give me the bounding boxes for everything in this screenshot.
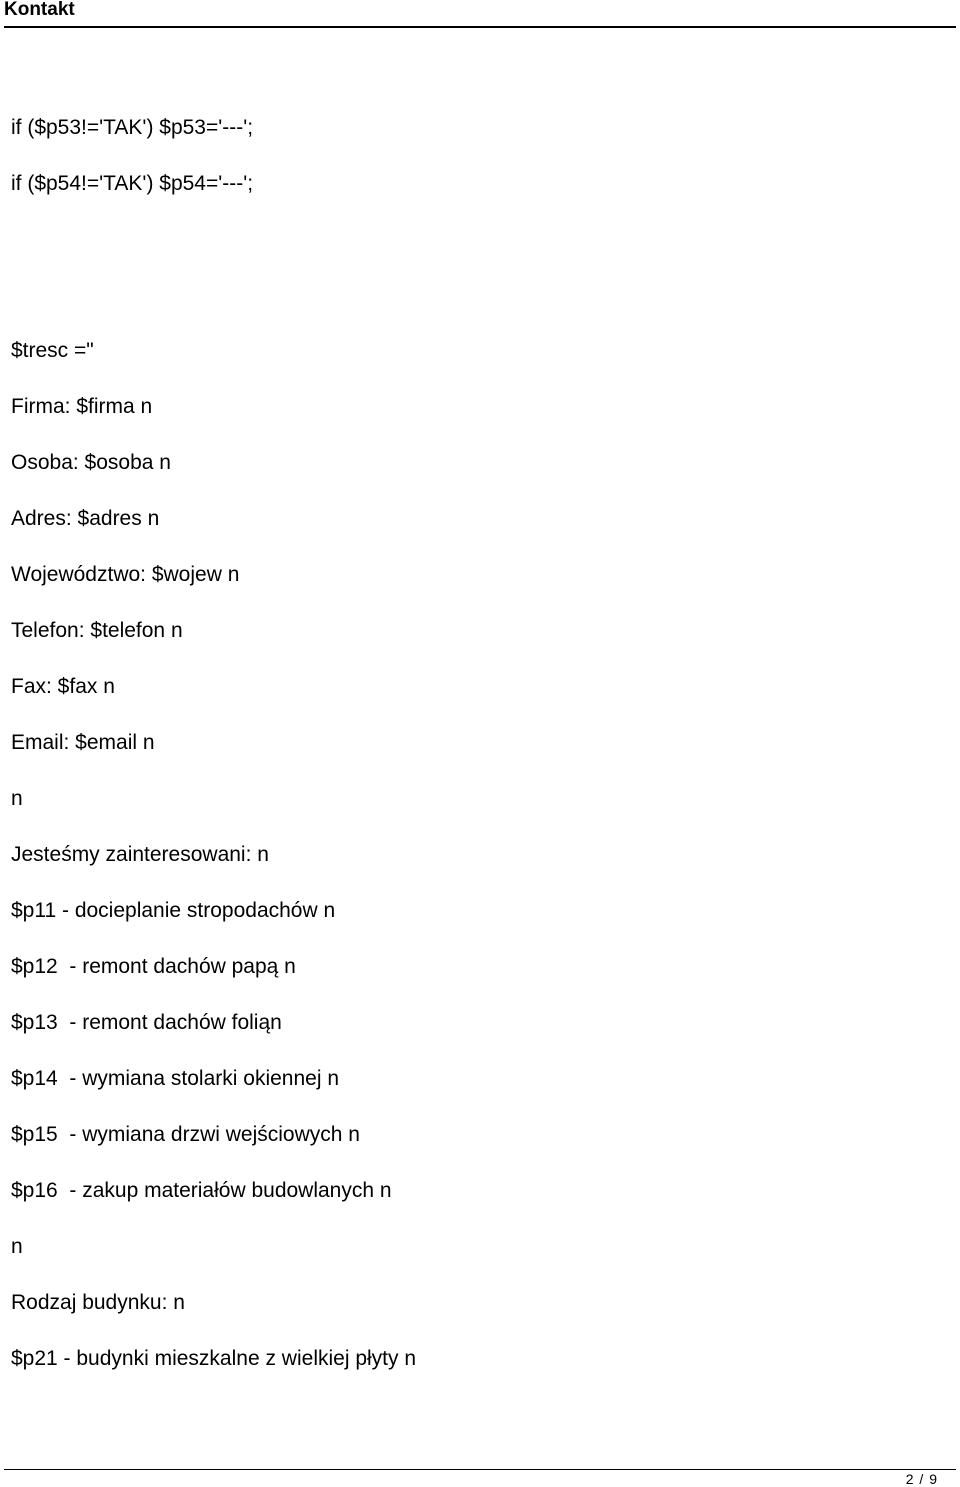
text-line: if ($p53!='TAK') $p53='---'; <box>11 116 254 139</box>
text-line: $p12 - remont dachów papą n <box>11 955 296 978</box>
text-line: $p16 - zakup materiałów budowlanych n <box>11 1179 392 1202</box>
page-header <box>4 0 956 28</box>
text-line: n <box>11 1235 23 1258</box>
text-line: Województwo: $wojew n <box>11 563 240 586</box>
text-line: $p14 - wymiana stolarki okiennej n <box>11 1067 340 1090</box>
text-line: Jesteśmy zainteresowani: n <box>11 843 269 866</box>
text-line: n <box>11 787 23 810</box>
text-line: $p21 - budynki mieszkalne z wielkiej płyty n <box>11 1347 417 1370</box>
text-line: Osoba: $osoba n <box>11 451 171 474</box>
text-line: $p11 - docieplanie stropodachów n <box>11 899 336 922</box>
page-number: 2 / 9 <box>905 1471 938 1487</box>
text-line: $p13 - remont dachów foliąn <box>11 1011 282 1034</box>
header-title: Kontakt <box>4 0 75 20</box>
text-line: Firma: $firma n <box>11 395 153 418</box>
text-line: Email: $email n <box>11 731 155 754</box>
text-line: Rodzaj budynku: n <box>11 1291 185 1314</box>
text-line: $tresc =" <box>11 339 94 362</box>
text-line: Telefon: $telefon n <box>11 619 183 642</box>
footer-divider <box>4 1469 956 1470</box>
text-line: $p15 - wymiana drzwi wejściowych n <box>11 1123 360 1146</box>
text-line: if ($p54!='TAK') $p54='---'; <box>11 172 254 195</box>
text-line: Adres: $adres n <box>11 507 160 530</box>
text-line: Fax: $fax n <box>11 675 115 698</box>
